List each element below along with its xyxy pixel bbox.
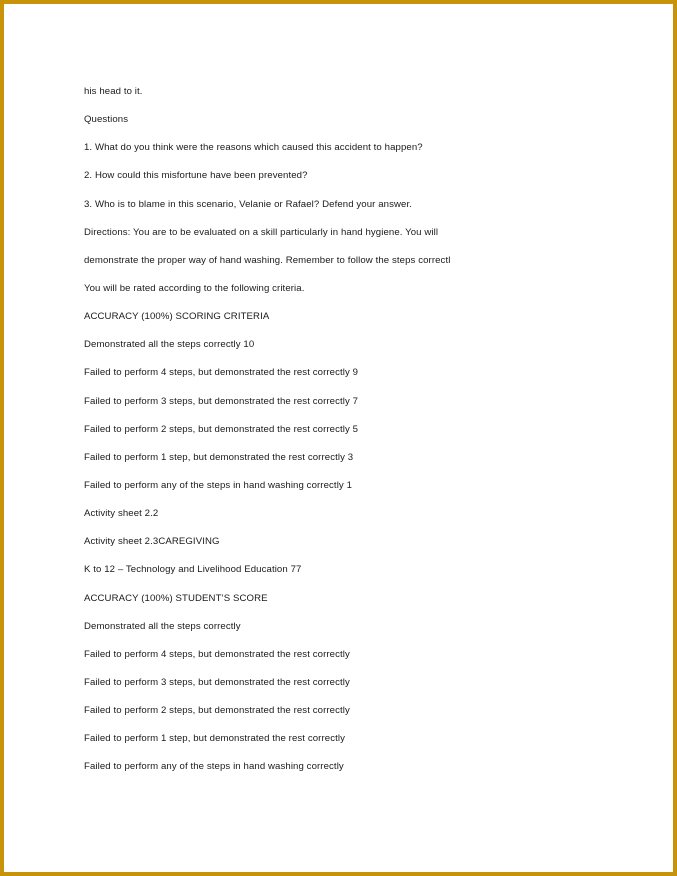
question-2: 2. How could this misfortune have been prevented? [84, 170, 308, 182]
criteria-row: Failed to perform 1 step, but demonstrated the rest correctly 3 [84, 451, 354, 463]
score-row: Failed to perform 2 steps, but demonstrated the rest correctly [84, 705, 350, 717]
criteria-row: Failed to perform 2 steps, but demonstrated the rest correctly 5 [84, 423, 359, 435]
directions-line-1: Directions: You are to be evaluated on a skill particularly in hand hygiene. You will [84, 226, 439, 238]
criteria-row: Failed to perform 3 steps, but demonstrated the rest correctly 7 [84, 395, 359, 407]
activity-sheet-label: Activity sheet 2.2 [84, 508, 159, 520]
section-heading-questions: Questions [84, 114, 129, 126]
question-1: 1. What do you think were the reasons which caused this accident to happen? [84, 142, 423, 154]
score-row: Failed to perform any of the steps in hand washing correctly [84, 761, 344, 773]
criteria-row: Failed to perform any of the steps in hand washing correctly 1 [84, 479, 353, 491]
directions-line-2: demonstrate the proper way of hand washing. Remember to follow the steps correctl [84, 254, 451, 266]
criteria-row: Demonstrated all the steps correctly 10 [84, 339, 255, 351]
page-footer: K to 12 – Technology and Livelihood Education 77 [84, 564, 302, 576]
score-row: Failed to perform 1 step, but demonstrated the rest correctly [84, 733, 345, 745]
criteria-row: Failed to perform 4 steps, but demonstrated the rest correctly 9 [84, 367, 359, 379]
scoring-criteria-heading: ACCURACY (100%) SCORING CRITERIA [84, 311, 270, 323]
activity-sheet-label: Activity sheet 2.3CAREGIVING [84, 536, 220, 548]
document-body [84, 85, 644, 789]
score-row: Demonstrated all the steps correctly [84, 620, 241, 632]
rating-intro: You will be rated according to the following criteria. [84, 282, 305, 294]
student-score-heading: ACCURACY (100%) STUDENT’S SCORE [84, 592, 268, 604]
question-3: 3. Who is to blame in this scenario, Velanie or Rafael? Defend your answer. [84, 198, 412, 210]
score-row: Failed to perform 3 steps, but demonstrated the rest correctly [84, 676, 350, 688]
text-line: his head to it. [84, 86, 143, 97]
score-row: Failed to perform 4 steps, but demonstrated the rest correctly [84, 648, 350, 660]
